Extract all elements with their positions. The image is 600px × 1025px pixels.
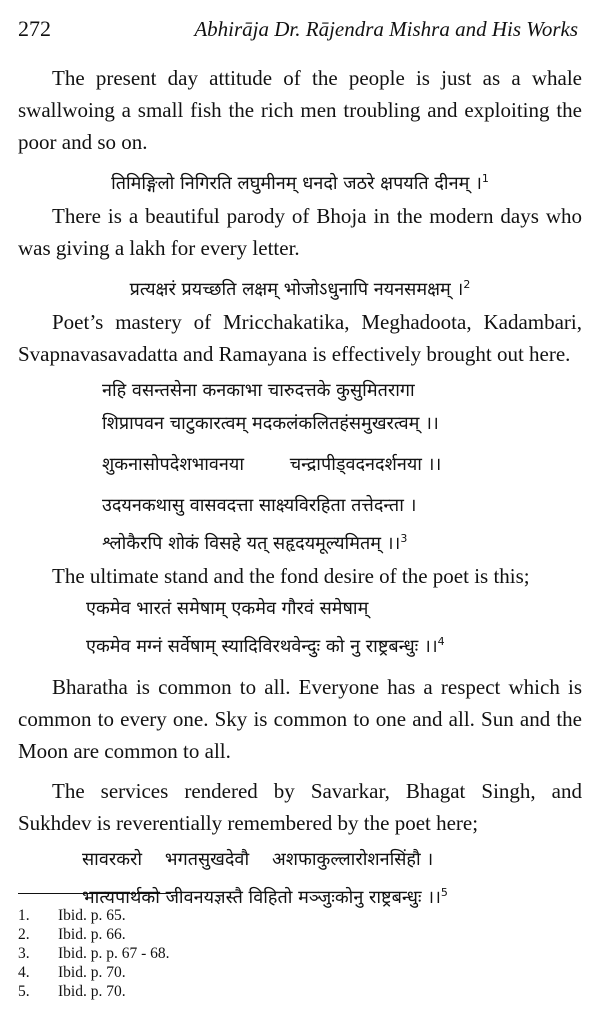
footnote-item xyxy=(18,963,578,982)
paragraph-5: Bharatha is common to all. Everyone has a respect which is common to every one. Sky is common to one and all. Sun and the Moon are common to all. xyxy=(18,675,582,763)
footnote-ref-3: 3 xyxy=(400,532,408,545)
page-body xyxy=(18,62,582,914)
footnote-text: Ibid. p. 65. xyxy=(58,907,126,924)
paragraph-1: The present day attitude of the people is just as a whale swallwoing a small fish the rich men troubling and exploiting the poor and so on. xyxy=(18,66,582,154)
verse-4 xyxy=(18,592,582,663)
footnote-number: 4. xyxy=(18,964,30,981)
footnote-text: Ibid. p. 70. xyxy=(58,964,126,981)
footnote-number: 2. xyxy=(18,926,30,943)
verse-1-text: तिमिङ्गिलो निगिरति लघुमीनम् धनदो जठरे क्षपयति दीनम् । xyxy=(111,173,482,194)
footnote-text: Ibid. p. p. 67 - 68. xyxy=(58,945,170,962)
verse-4-line-2-text: एकमेव मग्नं सर्वेषाम् स्यादिविरथवेन्दुः को नु राष्ट्रबन्धुः ।। xyxy=(86,636,438,657)
verse-3-line-1: नहि वसन्तसेना कनकाभा चारुदत्तके कुसुमितरागा xyxy=(102,380,415,401)
verse-5-line-1: सावरकरो भगतसुखदेवौ अशफाकुल्लारोशनसिंहौ । xyxy=(82,849,434,870)
footnote-item xyxy=(18,925,578,944)
verse-5 xyxy=(18,843,582,914)
verse-3-line-5 xyxy=(102,522,582,560)
verse-2-text: प्रत्यक्षरं प्रयच्छति लक्षम् भोजोऽधुनापि नयनसमक्षम् । xyxy=(129,279,464,300)
footnote-text: Ibid. p. 66. xyxy=(58,926,126,943)
verse-3-line-4: उदयनकथासु वासवदत्ता साक्ष्यविरहिता तत्तेदन्ता । xyxy=(102,495,417,516)
footnote-item xyxy=(18,944,578,963)
running-title: Abhirāja Dr. Rājendra Mishra and His Works xyxy=(194,16,578,41)
verse-4-line-1: एकमेव भारतं समेषाम् एकमेव गौरवं समेषाम् xyxy=(86,598,369,619)
footnote-number: 1. xyxy=(18,907,30,924)
footnote-ref-1: 1 xyxy=(481,172,489,185)
footnote-ref-4: 4 xyxy=(437,635,445,648)
verse-1 xyxy=(18,162,582,200)
verse-5-line-2-text: भात्यपार्थको जीवनयज्ञस्तै विहितो मञ्जुःकोनु राष्ट्रबन्धुः ।। xyxy=(82,887,441,908)
verse-3-line-2: शिप्रापवन चाटुकारत्वम् मदकलंकलितहंसमुखरत्वम् ।। xyxy=(102,413,439,434)
page-header xyxy=(18,12,578,46)
footnote-number: 5. xyxy=(18,983,30,1000)
verse-2 xyxy=(18,268,582,306)
page-number: 272 xyxy=(18,16,51,41)
paragraph-6: The services rendered by Savarkar, Bhagat Singh, and Sukhdev is reverentially remembered by the poet here; xyxy=(18,779,582,835)
paragraph-4: The ultimate stand and the fond desire of the poet is this; xyxy=(52,564,530,588)
paragraph-3: Poet’s mastery of Mricchakatika, Meghadoota, Kadambari, Svapnavasavadatta and Ramayana is effectively brought out here. xyxy=(18,310,582,366)
paragraph-2: There is a beautiful parody of Bhoja in the modern days who was giving a lakh for every letter. xyxy=(18,204,582,260)
footnote-item xyxy=(18,906,578,925)
footnote-divider xyxy=(18,893,171,894)
verse-3-line-5-text: श्लोकैरपि शोकं विसहे यत् सहृदयमूल्यमितम् ।। xyxy=(102,533,401,554)
footnote-ref-2: 2 xyxy=(463,278,471,291)
footnote-item xyxy=(18,982,578,1001)
verse-4-line-2 xyxy=(86,625,582,663)
footnote-text: Ibid. p. 70. xyxy=(58,983,126,1000)
footnote-ref-5: 5 xyxy=(440,886,448,899)
footnotes xyxy=(18,906,578,1001)
footnote-number: 3. xyxy=(18,945,30,962)
verse-3-line-3: शुकनासोपदेशभावनया चन्द्रापीड्वदनदर्शनया ।। xyxy=(102,454,442,475)
verse-3 xyxy=(18,374,582,560)
